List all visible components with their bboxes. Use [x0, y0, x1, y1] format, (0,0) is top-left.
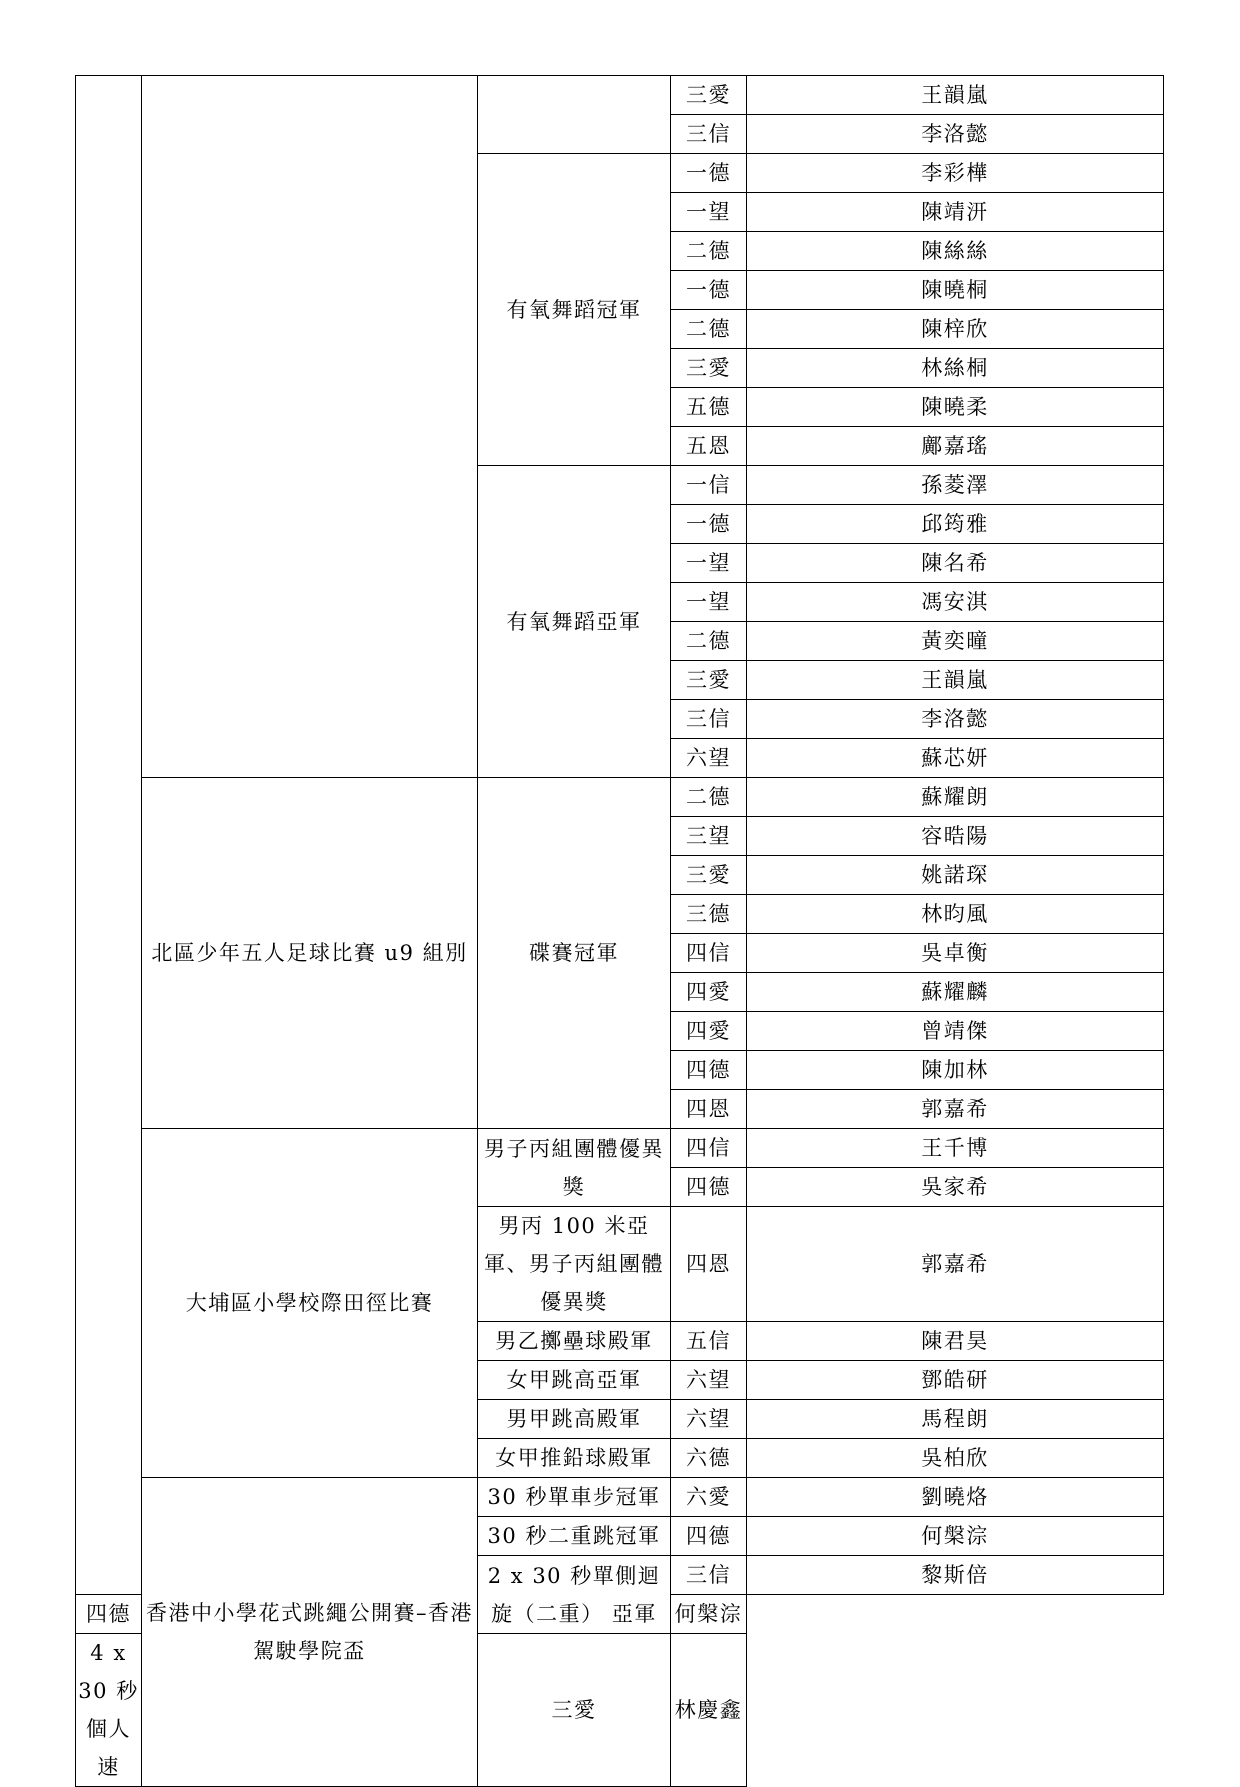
student-name-cell: 郭嘉希: [747, 1090, 1164, 1129]
class-cell: 三愛: [478, 1634, 671, 1787]
class-cell: 三信: [671, 115, 747, 154]
event-cell: 大埔區小學校際田徑比賽: [142, 1129, 478, 1478]
student-name-cell: 林絲桐: [747, 349, 1164, 388]
class-cell: 二德: [671, 232, 747, 271]
student-name-cell: 蘇芯妍: [747, 739, 1164, 778]
class-cell: 一望: [671, 193, 747, 232]
class-cell: 五信: [671, 1322, 747, 1361]
student-name-cell: 鄧皓研: [747, 1361, 1164, 1400]
student-name-cell: 陳絲絲: [747, 232, 1164, 271]
student-name-cell: 李洛懿: [747, 700, 1164, 739]
award-cell: 男乙擲壘球殿軍: [478, 1322, 671, 1361]
student-name-cell: 黃奕曈: [747, 622, 1164, 661]
award-cell: 碟賽冠軍: [478, 778, 671, 1129]
class-cell: 二德: [671, 310, 747, 349]
class-cell: 六德: [671, 1439, 747, 1478]
event-cell: [142, 76, 478, 778]
student-name-cell: 吳柏欣: [747, 1439, 1164, 1478]
student-name-cell: 容晧陽: [747, 817, 1164, 856]
class-cell: 一望: [671, 583, 747, 622]
award-cell: 2 x 30 秒單側迴旋（二重） 亞軍: [478, 1556, 671, 1634]
table-row: [76, 778, 1164, 817]
class-cell: 一望: [671, 544, 747, 583]
class-cell: 六望: [671, 1400, 747, 1439]
award-cell: 30 秒二重跳冠軍: [478, 1517, 671, 1556]
student-name-cell: 陳曉桐: [747, 271, 1164, 310]
student-name-cell: 陳靖汧: [747, 193, 1164, 232]
award-cell: 有氧舞蹈冠軍: [478, 154, 671, 466]
student-name-cell: 陳君昊: [747, 1322, 1164, 1361]
class-cell: 四德: [671, 1168, 747, 1207]
class-cell: 四信: [671, 934, 747, 973]
awards-table: [75, 75, 1164, 1787]
student-name-cell: 黎斯倍: [747, 1556, 1164, 1595]
class-cell: 四恩: [671, 1207, 747, 1322]
class-cell: 三德: [671, 895, 747, 934]
student-name-cell: 鄺嘉瑤: [747, 427, 1164, 466]
student-name-cell: 劉曉烙: [747, 1478, 1164, 1517]
award-cell: 女甲推鉛球殿軍: [478, 1439, 671, 1478]
student-name-cell: 曾靖傑: [747, 1012, 1164, 1051]
student-name-cell: 王韻嵐: [747, 661, 1164, 700]
class-cell: 一德: [671, 505, 747, 544]
class-cell: 二德: [671, 778, 747, 817]
award-cell: 有氧舞蹈亞軍: [478, 466, 671, 778]
award-cell: 30 秒單車步冠軍: [478, 1478, 671, 1517]
table-row: [76, 1129, 1164, 1168]
student-name-cell: 邱筠雅: [747, 505, 1164, 544]
student-name-cell: 王韻嵐: [747, 76, 1164, 115]
table-row: [76, 76, 1164, 115]
class-cell: 四愛: [671, 973, 747, 1012]
class-cell: 三愛: [671, 76, 747, 115]
class-cell: 四德: [76, 1595, 142, 1634]
student-name-cell: 孫菱澤: [747, 466, 1164, 505]
class-cell: 四信: [671, 1129, 747, 1168]
class-cell: 一信: [671, 466, 747, 505]
class-cell: 三信: [671, 1556, 747, 1595]
student-name-cell: 郭嘉希: [747, 1207, 1164, 1322]
student-name-cell: 馬程朗: [747, 1400, 1164, 1439]
student-name-cell: 姚諾琛: [747, 856, 1164, 895]
award-cell: 女甲跳高亞軍: [478, 1361, 671, 1400]
student-name-cell: 蘇耀麟: [747, 973, 1164, 1012]
student-name-cell: 何槃淙: [747, 1517, 1164, 1556]
event-cell: 北區少年五人足球比賽 u9 組別: [142, 778, 478, 1129]
class-cell: 三愛: [671, 856, 747, 895]
class-cell: 三愛: [671, 661, 747, 700]
class-cell: 五德: [671, 388, 747, 427]
award-cell: [478, 76, 671, 154]
student-name-cell: 林慶鑫: [671, 1634, 747, 1787]
class-cell: 六望: [671, 1361, 747, 1400]
class-cell: 四德: [671, 1051, 747, 1090]
student-name-cell: 王千博: [747, 1129, 1164, 1168]
award-cell: 4 x 30 秒個人速: [76, 1634, 142, 1787]
award-cell: 男甲跳高殿軍: [478, 1400, 671, 1439]
student-name-cell: 林昀風: [747, 895, 1164, 934]
student-name-cell: 吳家希: [747, 1168, 1164, 1207]
class-cell: 一德: [671, 154, 747, 193]
class-cell: 三望: [671, 817, 747, 856]
student-name-cell: 陳梓欣: [747, 310, 1164, 349]
student-name-cell: 蘇耀朗: [747, 778, 1164, 817]
student-name-cell: 陳加林: [747, 1051, 1164, 1090]
class-cell: 三信: [671, 700, 747, 739]
student-name-cell: 陳名希: [747, 544, 1164, 583]
class-cell: 四恩: [671, 1090, 747, 1129]
student-name-cell: 陳曉柔: [747, 388, 1164, 427]
class-cell: 二德: [671, 622, 747, 661]
class-cell: 五恩: [671, 427, 747, 466]
table-row: [76, 1478, 1164, 1517]
student-name-cell: 吳卓衡: [747, 934, 1164, 973]
student-name-cell: 李彩樺: [747, 154, 1164, 193]
class-cell: 六愛: [671, 1478, 747, 1517]
event-cell: 香港中小學花式跳繩公開賽–香港駕駛學院盃: [142, 1478, 478, 1787]
award-cell: 男丙 100 米亞軍、男子丙組團體優異獎: [478, 1207, 671, 1322]
student-name-cell: 李洛懿: [747, 115, 1164, 154]
class-cell: 三愛: [671, 349, 747, 388]
student-name-cell: 馮安淇: [747, 583, 1164, 622]
award-cell: 男子丙組團體優異獎: [478, 1129, 671, 1207]
index-column-cell: [76, 76, 142, 1595]
class-cell: 四愛: [671, 1012, 747, 1051]
class-cell: 四德: [671, 1517, 747, 1556]
class-cell: 六望: [671, 739, 747, 778]
class-cell: 一德: [671, 271, 747, 310]
student-name-cell: 何槃淙: [671, 1595, 747, 1634]
